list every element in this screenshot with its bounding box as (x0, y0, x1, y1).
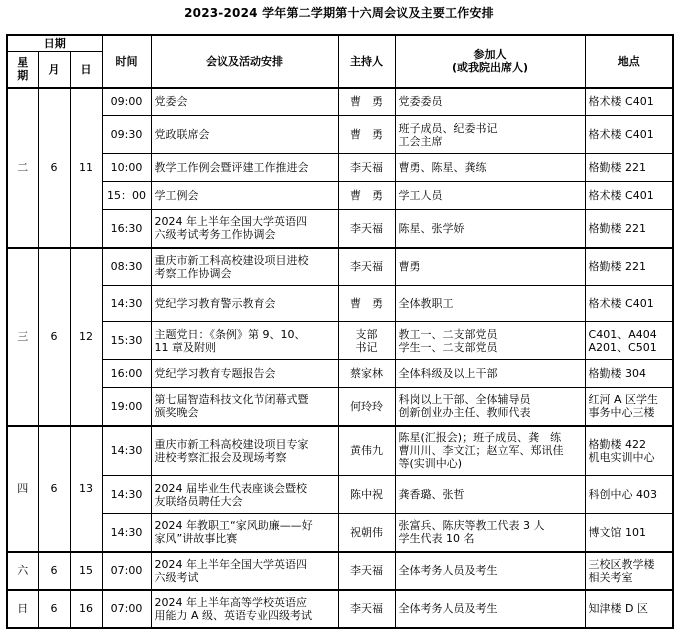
month-header: 月 (38, 52, 70, 88)
day-cell: 16 (70, 590, 102, 628)
attendees-cell: 科岗以上干部、全体辅导员 创新创业办主任、教师代表 (395, 388, 585, 426)
host-cell: 李天福 (338, 154, 395, 182)
table-row (7, 476, 673, 514)
location-cell: 格术楼 C401 (585, 182, 673, 210)
table-row (7, 88, 673, 116)
location-cell: 格术楼 C401 (585, 88, 673, 116)
time-cell: 10:00 (102, 154, 151, 182)
attendees-cell: 教工一、二支部党员 学生一、二支部党员 (395, 322, 585, 360)
weekday-cell: 三 (7, 248, 38, 426)
host-cell: 黄伟九 (338, 426, 395, 476)
event-cell: 党纪学习教育专题报告会 (151, 360, 338, 388)
table-row (7, 590, 673, 628)
schedule-body (7, 88, 673, 628)
location-cell: 三校区教学楼 相关考室 (585, 552, 673, 590)
host-cell: 陈中祝 (338, 476, 395, 514)
location-cell: 格术楼 C401 (585, 116, 673, 154)
table-row (7, 154, 673, 182)
event-cell: 2024 年上半年全国大学英语四 六级考试 (151, 552, 338, 590)
attendees-cell: 全体教职工 (395, 286, 585, 322)
weekday-cell: 日 (7, 590, 38, 628)
table-row (7, 552, 673, 590)
time-cell: 07:00 (102, 552, 151, 590)
event-cell: 2024 年上半年高等学校英语应 用能力 A 级、英语专业四级考试 (151, 590, 338, 628)
event-cell: 党政联席会 (151, 116, 338, 154)
event-cell: 重庆市新工科高校建设项目进校 考察工作协调会 (151, 248, 338, 286)
weekday-cell: 二 (7, 88, 38, 248)
time-cell: 14:30 (102, 286, 151, 322)
day-cell: 15 (70, 552, 102, 590)
event-cell: 第七届智造科技文化节闭幕式暨 颁奖晚会 (151, 388, 338, 426)
event-cell: 党委会 (151, 88, 338, 116)
table-row (7, 514, 673, 552)
attendees-cell: 全体考务人员及考生 (395, 552, 585, 590)
day-cell: 12 (70, 248, 102, 426)
weekday-cell: 四 (7, 426, 38, 552)
attendees-cell: 全体科级及以上干部 (395, 360, 585, 388)
table-row (7, 426, 673, 476)
location-cell: 红河 A 区学生 事务中心三楼 (585, 388, 673, 426)
month-cell: 6 (38, 248, 70, 426)
attendees-cell: 张富兵、陈庆等教工代表 3 人 学生代表 10 名 (395, 514, 585, 552)
event-cell: 2024 年上半年全国大学英语四 六级考试考务工作协调会 (151, 210, 338, 248)
weekday-cell: 六 (7, 552, 38, 590)
location-cell: 格勤楼 422 机电实训中心 (585, 426, 673, 476)
page-title: 2023-2024 学年第二学期第十六周会议及主要工作安排 (184, 6, 494, 20)
table-row (7, 248, 673, 286)
time-cell: 14:30 (102, 426, 151, 476)
time-cell: 15：00 (102, 182, 151, 210)
attendees-cell: 班子成员、纪委书记 工会主席 (395, 116, 585, 154)
schedule-table (6, 34, 674, 629)
month-cell: 6 (38, 590, 70, 628)
table-row (7, 182, 673, 210)
time-cell: 07:00 (102, 590, 151, 628)
host-cell: 蔡家林 (338, 360, 395, 388)
time-header: 时间 (102, 35, 151, 88)
location-cell: C401、A404 A201、C501 (585, 322, 673, 360)
attendees-cell: 曹勇、陈星、龚练 (395, 154, 585, 182)
event-header: 会议及活动安排 (151, 35, 338, 88)
time-cell: 09:30 (102, 116, 151, 154)
event-cell: 学工例会 (151, 182, 338, 210)
time-cell: 19:00 (102, 388, 151, 426)
attendees-cell: 龚香璐、张哲 (395, 476, 585, 514)
location-cell: 科创中心 403 (585, 476, 673, 514)
host-cell: 李天福 (338, 552, 395, 590)
month-cell: 6 (38, 88, 70, 248)
attendees-cell: 陈星(汇报会)；班子成员、龚 练 曹川川、李文江；赵立军、郑讯佳 等(实训中心) (395, 426, 585, 476)
host-cell: 李天福 (338, 248, 395, 286)
day-cell: 13 (70, 426, 102, 552)
month-cell: 6 (38, 552, 70, 590)
time-cell: 09:00 (102, 88, 151, 116)
location-cell: 格勤楼 221 (585, 154, 673, 182)
event-cell: 主题党日：《条例》第 9、10、 11 章及附则 (151, 322, 338, 360)
attendees-cell: 党委委员 (395, 88, 585, 116)
host-cell: 祝朝伟 (338, 514, 395, 552)
host-cell: 李天福 (338, 590, 395, 628)
attendees-header: 参加人 (或我院出席人) (395, 35, 585, 88)
host-cell: 李天福 (338, 210, 395, 248)
time-cell: 14:30 (102, 514, 151, 552)
event-cell: 党纪学习教育警示教育会 (151, 286, 338, 322)
location-cell: 格勤楼 221 (585, 210, 673, 248)
event-cell: 2024 年教职工“家风助廉——好 家风”讲故事比赛 (151, 514, 338, 552)
date-group-header: 日期 (7, 35, 102, 52)
time-cell: 15:30 (102, 322, 151, 360)
table-row (7, 360, 673, 388)
host-cell: 曹 勇 (338, 286, 395, 322)
month-cell: 6 (38, 426, 70, 552)
host-cell: 支部 书记 (338, 322, 395, 360)
location-cell: 格勤楼 221 (585, 248, 673, 286)
location-cell: 格勤楼 304 (585, 360, 673, 388)
host-cell: 曹 勇 (338, 182, 395, 210)
event-cell: 2024 届毕业生代表座谈会暨校 友联络员聘任大会 (151, 476, 338, 514)
location-header: 地点 (585, 35, 673, 88)
host-cell: 曹 勇 (338, 116, 395, 154)
attendees-cell: 陈星、张学娇 (395, 210, 585, 248)
table-row (7, 286, 673, 322)
host-cell: 曹 勇 (338, 88, 395, 116)
time-cell: 08:30 (102, 248, 151, 286)
day-header: 日 (70, 52, 102, 88)
location-cell: 知津楼 D 区 (585, 590, 673, 628)
time-cell: 14:30 (102, 476, 151, 514)
event-cell: 教学工作例会暨评建工作推进会 (151, 154, 338, 182)
location-cell: 格术楼 C401 (585, 286, 673, 322)
table-row (7, 116, 673, 154)
attendees-cell: 全体考务人员及考生 (395, 590, 585, 628)
day-cell: 11 (70, 88, 102, 248)
table-row (7, 210, 673, 248)
table-row (7, 388, 673, 426)
time-cell: 16:30 (102, 210, 151, 248)
host-header: 主持人 (338, 35, 395, 88)
event-cell: 重庆市新工科高校建设项目专家 进校考察汇报会及现场考察 (151, 426, 338, 476)
host-cell: 何玲玲 (338, 388, 395, 426)
weekday-header: 星 期 (7, 52, 38, 88)
attendees-cell: 学工人员 (395, 182, 585, 210)
attendees-cell: 曹勇 (395, 248, 585, 286)
time-cell: 16:00 (102, 360, 151, 388)
table-row (7, 322, 673, 360)
location-cell: 博文馆 101 (585, 514, 673, 552)
